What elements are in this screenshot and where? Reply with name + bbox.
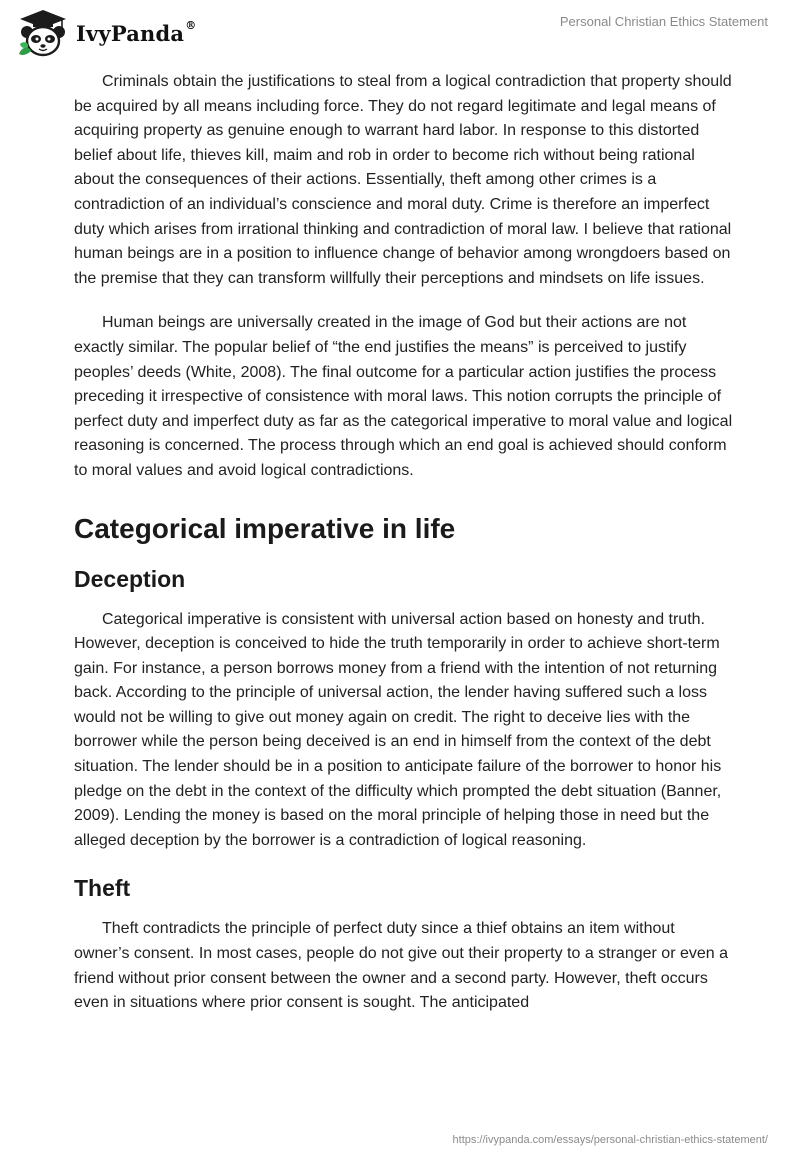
section-heading: Categorical imperative in life xyxy=(74,512,456,544)
subsection-heading-theft: Theft xyxy=(74,875,131,902)
subsection-heading-deception: Deception xyxy=(74,565,186,592)
page-header xyxy=(0,0,800,70)
logo-wordmark: IvyPanda® xyxy=(76,18,197,46)
paragraph-theft: Theft contradicts the principle of perfect duty since a thief obtains an item without owner’s consent. In most cases, people do not give out their property to a stranger or even a friend without prior consent between the owner and a second party. However, theft occurs even in situations where prior consent is sought. The anticipated xyxy=(74,920,729,1012)
essay-body xyxy=(74,70,734,1036)
document-title: Personal Christian Ethics Statement xyxy=(559,14,768,29)
paragraph-intro-2: Human beings are universally created in the image of God but their actions are not exactly similar. The popular belief of “the end justifies the means” is perceived to justify peoples’ deeds (White, 2008). The final outcome for a particular action justifies the process preceding it irrespective of consistence with moral laws. This notion corrupts the principle of perfect duty and imperfect duty as far as the categorical imperative to moral value and logical reasoning is concerned. The process through which an end goal is achieved should conform to moral values and avoid logical contradictions. xyxy=(74,314,733,479)
paragraph-intro-1: Criminals obtain the justifications to steal from a logical contradiction that property should be acquired by all means including force. They do not regard legitimate and legal means of acquiring property as genuine enough to warrant hard labor. In response to this distorted belief about life, thieves kill, maim and rob in order to become rich without being rational about the consequences of their actions. Essentially, theft among other crimes is a contradiction of an individual’s conscience and moral duty. Crime is therefore an imperfect duty which arises from irrational thinking and contradiction of moral law. I believe that rational human beings are in a position to influence change of behavior among wrongdoers based on the premise that they can transform willfully their perceptions and mindsets on life issues. xyxy=(74,73,732,287)
paragraph-deception: Categorical imperative is consistent with universal action based on honesty and truth. However, deception is conceived to hide the truth temporarily in order to achieve short-term gain. For instance, a person borrows money from a friend with the intention of not returning back. According to the principle of universal action, the lender having suffered such a loss would not be willing to give out money again on credit. The right to deceive lies with the borrower while the person being deceived is an end in himself from the context of the debt situation. The lender should be in a position to anticipate failure of the borrower to honor his pledge on the debt in the context of the difficulty which prompted the debt situation (Banner, 2009). Lending the money is based on the moral principle of helping those in need but the alleged deception by the borrower is a contradiction of logical reasoning. xyxy=(74,610,722,849)
panda-graduate-icon xyxy=(16,8,70,58)
ivypanda-logo[interactable] xyxy=(16,8,196,58)
source-url[interactable]: https://ivypanda.com/essays/personal-christian-ethics-statement/ xyxy=(452,1134,768,1146)
registered-mark: ® xyxy=(185,18,197,32)
